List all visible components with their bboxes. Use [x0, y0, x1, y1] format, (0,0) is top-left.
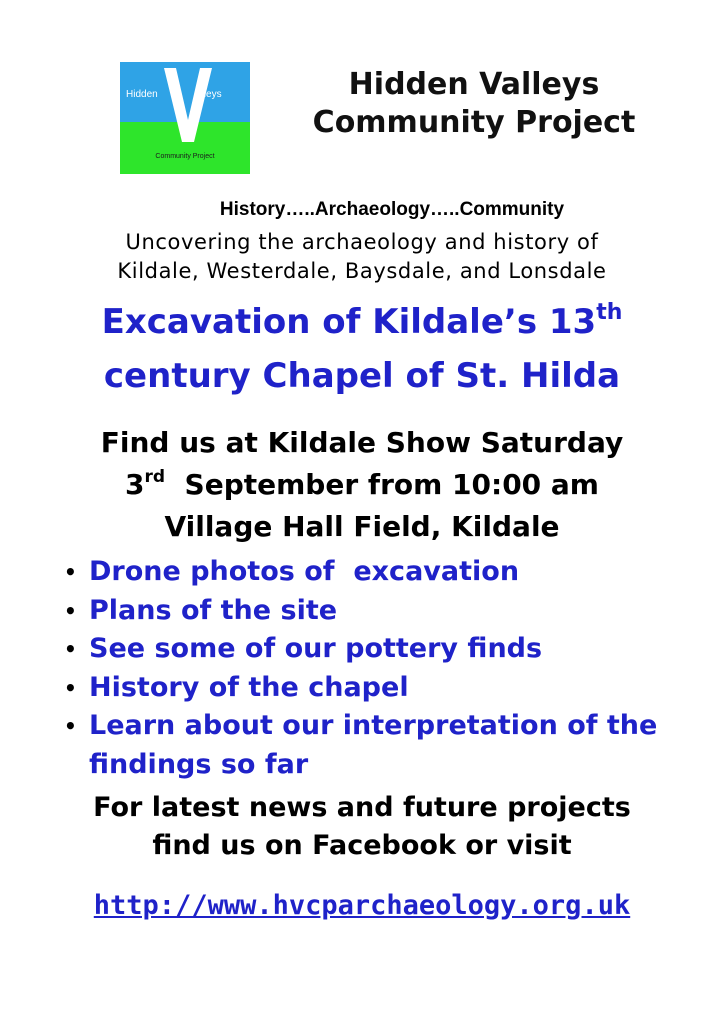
list-item-text: Learn about our interpretation of the findings so far	[89, 710, 658, 780]
logo-v-mark	[164, 68, 212, 142]
closing-text	[0, 789, 724, 865]
list-item-text: Plans of the site	[89, 594, 338, 626]
bullet-icon: •	[64, 560, 77, 584]
closing-line-1: For latest news and future projects	[93, 792, 631, 823]
tagline: History…..Archaeology…..Community	[219, 199, 565, 220]
list-item	[64, 669, 704, 708]
bullet-icon: •	[64, 675, 77, 700]
org-title-line-2: Community Project	[312, 105, 636, 140]
show-date-suffix: rd	[144, 467, 166, 487]
list-item	[64, 592, 704, 631]
show-date-rest: September from 10:00 am	[165, 468, 599, 501]
logo-word-left: Hidden	[126, 89, 158, 100]
list-item	[64, 707, 704, 784]
show-info	[0, 422, 724, 548]
bullet-icon: •	[64, 714, 77, 738]
list-item-text: History of the chapel	[89, 671, 409, 703]
org-title-line-1: Hidden Valleys	[348, 67, 600, 102]
show-date-day: 3	[125, 468, 145, 501]
list-item	[64, 630, 704, 669]
headline-line-2: century Chapel of St. Hilda	[103, 356, 621, 396]
headline-line-1	[0, 295, 724, 349]
bullet-icon: •	[64, 598, 77, 623]
subtitle	[0, 228, 724, 286]
logo-word-right: alleys	[196, 89, 222, 100]
org-title	[254, 66, 694, 142]
subtitle-line-2: Kildale, Westerdale, Baysdale, and Lonsdale	[117, 259, 607, 283]
show-info-line-2	[0, 464, 724, 506]
event-headline	[0, 295, 724, 403]
headline-line-1-text: Excavation of Kildale’s 13	[101, 302, 597, 342]
subtitle-line-1: Uncovering the archaeology and history of	[125, 230, 599, 254]
show-info-location: Village Hall Field, Kildale	[164, 510, 560, 543]
closing-line-2: find us on Facebook or visit	[152, 830, 572, 861]
website-link[interactable]: http://www.hvcparchaeology.org.uk	[93, 890, 631, 921]
project-logo	[120, 62, 250, 174]
logo-caption: Community Project	[155, 153, 215, 160]
headline-ordinal-suffix: th	[596, 300, 623, 325]
list-item-text: See some of our pottery finds	[89, 633, 543, 664]
list-item	[64, 553, 704, 592]
bullet-icon: •	[64, 637, 77, 661]
list-item-text: Drone photos of excavation	[89, 556, 520, 587]
activity-list	[64, 553, 704, 784]
show-info-line-1: Find us at Kildale Show Saturday	[100, 426, 624, 459]
